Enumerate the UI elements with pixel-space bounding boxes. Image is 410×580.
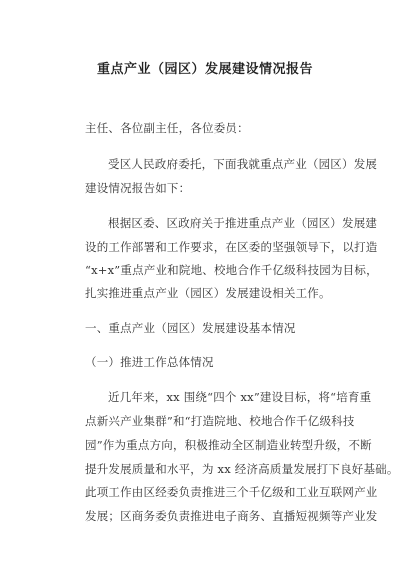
paragraph-line: 近几年来，xx 围绕“四个 xx”建设目标，将“培育重	[108, 390, 372, 404]
paragraph-line: 提升发展质量和水平，为 xx 经济高质量发展打下良好基础。	[85, 462, 399, 476]
salutation: 主任、各位副主任，各位委员：	[85, 121, 249, 135]
subsection-heading: （一）推进工作总体情况	[85, 355, 214, 369]
paragraph-line: 受区人民政府委托，下面我就重点产业（园区）发展	[108, 157, 378, 171]
paragraph-line: 扎实推进重点产业（园区）发展建设相关工作。	[85, 286, 331, 300]
paragraph-line: “x+x”重点产业和院地、校地合作千亿级科技园为目标，	[85, 263, 378, 277]
paragraph-line: 此项工作由区经委负责推进三个千亿级和工业互联网产业	[85, 485, 378, 499]
paragraph-line: 设的工作部署和工作要求，在区委的坚强领导下，以打造	[85, 240, 378, 254]
paragraph-line: 点新兴产业集群”和“打造院地、校地合作千亿级科技	[85, 414, 355, 428]
section-heading: 一、重点产业（园区）发展建设基本情况	[85, 321, 296, 335]
document-title: 重点产业（园区）发展建设情况报告	[96, 62, 313, 77]
paragraph-line: 根据区委、区政府关于推进重点产业（园区）发展建	[108, 216, 378, 230]
paragraph-line: 园”作为重点方向，积极推动全区制造业转型升级，不断	[85, 438, 372, 452]
paragraph-line: 发展；区商务委负责推进电子商务、直播短视频等产业发	[85, 509, 378, 523]
paragraph-line: 建设情况报告如下：	[85, 181, 191, 195]
